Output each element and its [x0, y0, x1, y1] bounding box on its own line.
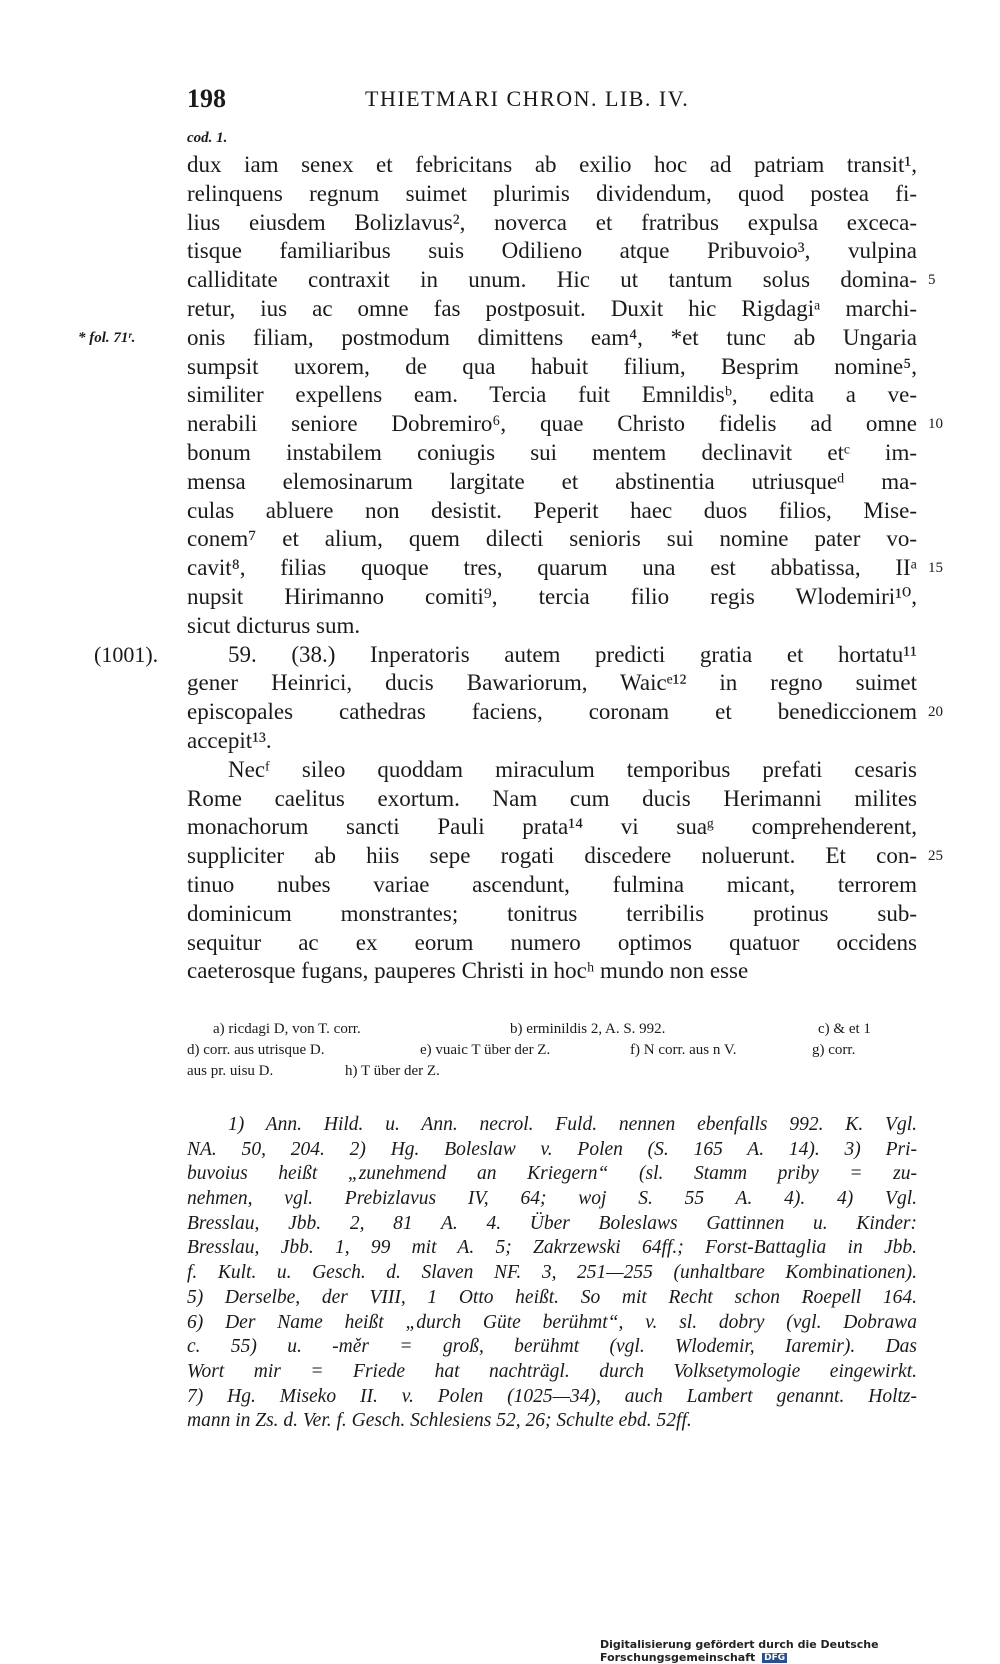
digitization-footer: [600, 1638, 1000, 1664]
text-line-content: tinuo nubes variae ascendunt, fulmina micant, terrorem: [187, 871, 917, 897]
variant-entry: b) erminildis 2, A. S. 992.: [510, 1021, 666, 1037]
text-line-content: Rome caelitus exortum. Nam cum ducis Herimanni milites: [187, 785, 917, 811]
footnote-line-content: mann in Zs. d. Ver. f. Gesch. Schlesiens 52, 26; Schulte ebd. 52ff.: [187, 1410, 692, 1432]
text-line: [0, 756, 1000, 785]
text-line: [0, 698, 1000, 727]
text-line: [0, 295, 1000, 324]
text-line: [0, 151, 1000, 180]
variant-entry: d) corr. aus utrisque D.: [187, 1042, 325, 1058]
text-line: [0, 727, 1000, 756]
text-line: [0, 468, 1000, 497]
text-line-content: tisque familiaribus suis Odilieno atque Pribuvoio³, vulpina: [187, 238, 917, 264]
footnote-line: [0, 1385, 1000, 1410]
text-line-content: monachorum sancti Pauli prata¹⁴ vi suaᵍ comprehenderent,: [187, 814, 917, 840]
text-line-content: sicut dicturus sum.: [187, 612, 361, 638]
text-line-content: dominicum monstrantes; tonitrus terribilis protinus sub-: [187, 900, 917, 926]
footnote-line: [0, 1360, 1000, 1385]
footnote-line-content: 7) Hg. Miseko II. v. Polen (1025—34), auch Lambert genannt. Holtz-: [187, 1385, 917, 1407]
text-line: [0, 957, 1000, 986]
text-line-content: similiter expellens eam. Tercia fuit Emnildisᵇ, edita a ve-: [187, 382, 917, 408]
text-line-content: accepit¹³.: [187, 727, 272, 753]
text-line-content: sumpsit uxorem, de qua habuit filium, Besprim nomine⁵,: [187, 353, 917, 379]
footnote-line: [0, 1162, 1000, 1187]
text-line: [0, 554, 1000, 583]
footnote-line: [0, 1335, 1000, 1360]
main-text: [0, 151, 1000, 986]
variant-entry: aus pr. uisu D.: [187, 1063, 274, 1079]
text-line-content: suppliciter ab hiis sepe rogati discedere noluerunt. Et con-: [187, 843, 917, 869]
text-line: [0, 525, 1000, 554]
text-line: [0, 237, 1000, 266]
variant-line: [0, 1061, 1000, 1082]
variant-entry: f) N corr. aus n V.: [630, 1042, 737, 1058]
footnote-line-content: NA. 50, 204. 2) Hg. Boleslaw v. Polen (S. 165 A. 14). 3) Pri-: [187, 1138, 917, 1160]
text-line-content: gener Heinrici, ducis Bawariorum, Waicᵉ¹² in regno suimet: [187, 670, 917, 696]
text-line: [0, 669, 1000, 698]
footnote-line: [0, 1212, 1000, 1237]
text-line: [0, 324, 1000, 353]
footnote-line: [0, 1236, 1000, 1261]
footnote-line-content: 6) Der Name heißt „durch Güte berühmt“, v. sl. dobry (vgl. Dobrawa: [187, 1311, 917, 1333]
text-line-content: nerabili seniore Dobremiro⁶, quae Christo fidelis ad omne: [187, 411, 917, 437]
text-line-content: calliditate contraxit in unum. Hic ut tantum solus domina-: [187, 267, 917, 293]
footnote-line: [0, 1409, 1000, 1434]
footnote-line: [0, 1286, 1000, 1311]
line-number: 20: [928, 704, 943, 721]
variant-line: [0, 1019, 1000, 1040]
variant-entry: c) & et 1: [818, 1021, 871, 1037]
variant-apparatus: [0, 1019, 1000, 1082]
text-line-content: episcopales cathedras faciens, coronam et benediccionem: [187, 699, 917, 725]
footnote-line-content: f. Kult. u. Gesch. d. Slaven NF. 3, 251—255 (unhaltbare Kombinationen).: [187, 1262, 917, 1284]
footnote-line-content: 5) Derselbe, der VIII, 1 Otto heißt. So mit Recht schon Roepell 164.: [187, 1286, 917, 1308]
line-number: 5: [928, 272, 936, 289]
line-number: 25: [928, 848, 943, 865]
text-line: [0, 871, 1000, 900]
footer-text: Digitalisierung gefördert durch die Deutsche Forschungsgemeinschaft: [600, 1638, 879, 1664]
text-line-content: 59. (38.) Inperatoris autem predicti gratia et hortatu¹¹: [228, 641, 917, 667]
text-line: [0, 353, 1000, 382]
footnote-line: [0, 1261, 1000, 1286]
codex-note: cod. 1.: [187, 130, 228, 146]
footnotes: [0, 1113, 1000, 1434]
variant-line: [0, 1040, 1000, 1061]
variant-entry: g) corr.: [812, 1042, 856, 1058]
text-line: [0, 381, 1000, 410]
text-line: [0, 209, 1000, 238]
variant-entry: e) vuaic T über der Z.: [420, 1042, 551, 1058]
text-line: [0, 813, 1000, 842]
text-line: [0, 785, 1000, 814]
footnote-line-content: c. 55) u. -měr = groß, berühmt (vgl. Wlodemir, Iaremir). Das: [187, 1336, 917, 1358]
folio-marker: * fol. 71ʳ.: [78, 329, 136, 346]
text-line: [0, 612, 1000, 641]
text-line: [0, 439, 1000, 468]
text-line-content: conem⁷ et alium, quem dilecti senioris sui nomine pater vo-: [187, 526, 917, 552]
footnote-line-content: 1) Ann. Hild. u. Ann. necrol. Fuld. nennen ebenfalls 992. K. Vgl.: [228, 1114, 917, 1135]
text-line-content: retur, ius ac omne fas postposuit. Duxit hic Rigdagiᵃ marchi-: [187, 295, 917, 321]
text-line-content: dux iam senex et febricitans ab exilio hoc ad patriam transit¹,: [187, 152, 917, 177]
page-number: 198: [187, 84, 226, 113]
running-title: THIETMARI CHRON. LIB. IV.: [365, 86, 690, 111]
text-line: [0, 641, 1000, 670]
variant-entry: h) T über der Z.: [345, 1063, 440, 1079]
text-line-content: nupsit Hirimanno comiti⁹, tercia filio regis Wlodemiri¹⁰,: [187, 583, 917, 609]
text-line: [0, 266, 1000, 295]
text-line-content: relinquens regnum suimet plurimis dividendum, quod postea fi-: [187, 180, 917, 206]
text-line-content: lius eiusdem Bolizlavus², noverca et fratribus expulsa exceca-: [187, 209, 917, 235]
footnote-line: [0, 1138, 1000, 1163]
text-line: [0, 929, 1000, 958]
text-line: [0, 900, 1000, 929]
margin-year: (1001).: [94, 641, 159, 667]
footnote-line-content: Bresslau, Jbb. 1, 99 mit A. 5; Zakrzewski 64ff.; Forst-Battaglia in Jbb.: [187, 1237, 917, 1259]
footnote-line: [0, 1311, 1000, 1336]
dfg-logo: DFG: [764, 1653, 786, 1663]
footnote-line: [0, 1187, 1000, 1212]
footnote-line-content: Bresslau, Jbb. 2, 81 A. 4. Über Boleslaws Gattinnen u. Kinder:: [187, 1212, 917, 1234]
text-line-content: sequitur ac ex eorum numero optimos quatuor occidens: [187, 929, 917, 955]
text-line: [0, 842, 1000, 871]
footnote-line-content: Wort mir = Friede hat nachträgl. durch Volksetymologie eingewirkt.: [187, 1360, 917, 1382]
footnote-line: [0, 1113, 1000, 1138]
page-header: [0, 84, 1000, 114]
text-line-content: caeterosque fugans, pauperes Christi in hocʰ mundo non esse: [187, 958, 749, 984]
variant-entry: a) ricdagi D, von T. corr.: [213, 1021, 361, 1037]
line-number: 10: [928, 416, 943, 433]
text-line: [0, 410, 1000, 439]
text-line-content: bonum instabilem coniugis sui mentem declinavit etᶜ im-: [187, 439, 917, 465]
text-line-content: mensa elemosinarum largitate et abstinentia utriusqueᵈ ma-: [187, 468, 917, 494]
footnote-line-content: buvoius heißt „zunehmend an Kriegern“ (sl. Stamm priby = zu-: [187, 1163, 917, 1185]
text-line-content: culas abluere non desistit. Peperit haec duos filios, Mise-: [187, 497, 917, 523]
text-line: [0, 583, 1000, 612]
footnote-line-content: nehmen, vgl. Prebizlavus IV, 64; woj S. 55 A. 4). 4) Vgl.: [187, 1188, 917, 1210]
text-line-content: cavit⁸, filias quoque tres, quarum una est abbatissa, IIᵃ: [187, 555, 917, 581]
text-line-content: Necᶠ sileo quoddam miraculum temporibus prefati cesaris: [228, 756, 917, 782]
text-line-content: onis filiam, postmodum dimittens eam⁴, *et tunc ab Ungaria: [187, 324, 917, 350]
text-line: [0, 180, 1000, 209]
line-number: 15: [928, 560, 943, 577]
text-line: [0, 497, 1000, 526]
